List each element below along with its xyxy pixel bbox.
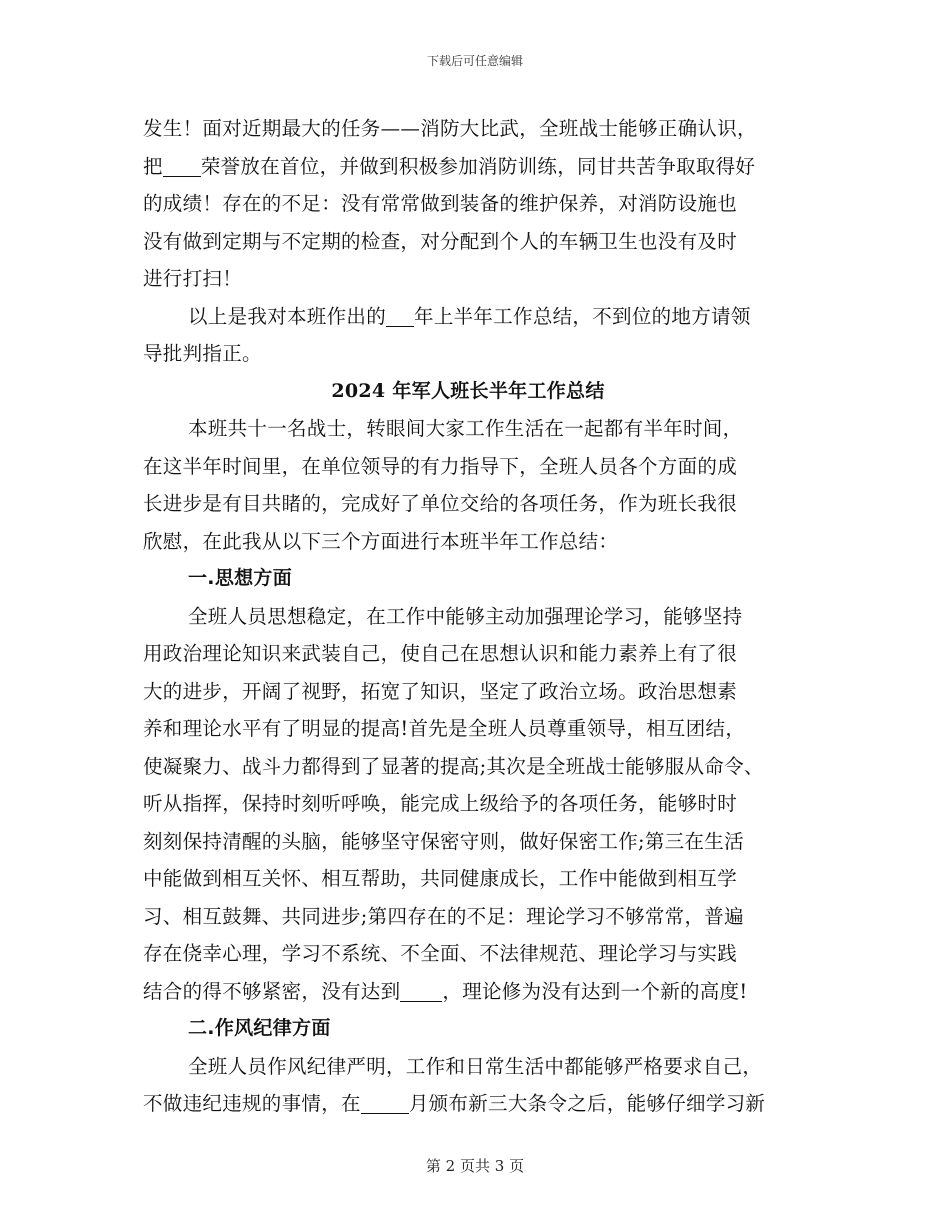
paragraph-line bbox=[143, 1085, 813, 1123]
paragraph-line: 没有做到定期与不定期的检查，对分配到个人的车辆卫生也没有及时 bbox=[143, 229, 738, 253]
fill-in-blank bbox=[361, 1095, 409, 1114]
section-heading: 二.作风纪律方面 bbox=[188, 1017, 331, 1039]
paragraph-line: 的成绩！存在的不足：没有常常做到装备的维护保养，对消防设施也 bbox=[143, 192, 738, 215]
text-fragment: ，理论修为没有达到一个新的高度! bbox=[442, 979, 748, 1003]
paragraph-line: 长进步是有目共睹的，完成好了单位交给的各项任务，作为班长我很 bbox=[143, 492, 738, 515]
paragraph-line: 发生！面对近期最大的任务——消防大比武，全班战士能够正确认识， bbox=[143, 117, 757, 140]
text-fragment: 不做违纪违规的事情，在 bbox=[143, 1092, 361, 1115]
fill-in-blank bbox=[386, 308, 414, 327]
fill-in-blank bbox=[163, 158, 201, 177]
paragraph-line: 养和理论水平有了明显的提高!首先是全班人员尊重领导，相互团结， bbox=[143, 717, 746, 740]
paragraph-line bbox=[143, 973, 813, 1011]
paragraph-line: 大的进步，开阔了视野，拓宽了知识，坚定了政治立场。政治思想素 bbox=[143, 679, 738, 703]
paragraph-line bbox=[143, 298, 813, 336]
section-heading: 一.思想方面 bbox=[188, 567, 293, 589]
document-title: 2024 年军人班长半年工作总结 bbox=[331, 379, 605, 402]
paragraph-line: 习、相互鼓舞、共同进步;第四存在的不足：理论学习不够常常，普遍 bbox=[143, 904, 744, 928]
text-fragment: 荣誉放在首位，并做到积极参加消防训练，同甘共苦争取取得好 bbox=[200, 154, 756, 178]
text-fragment: 结合的得不够紧密，没有达到 bbox=[143, 979, 401, 1003]
document-body bbox=[143, 110, 813, 1123]
page-number: 第 2 页共 3 页 bbox=[425, 1157, 525, 1175]
text-fragment: 月颁布新三大条令之后，能够仔细学习新 bbox=[408, 1092, 766, 1115]
paragraph-line: 存在侥幸心理，学习不系统、不全面、不法律规范、理论学习与实践 bbox=[143, 942, 738, 965]
paragraph-line: 用政治理论知识来武装自己，使自己在思想认识和能力素养上有了很 bbox=[143, 642, 738, 665]
page-header: 下载后可任意编辑 bbox=[426, 54, 523, 68]
paragraph-line: 本班共十一名战士，转眼间大家工作生活在一起都有半年时间， bbox=[188, 417, 743, 440]
paragraph-line: 全班人员作风纪律严明，工作和日常生活中都能够严格要求自己， bbox=[188, 1054, 763, 1078]
paragraph-line: 刻刻保持清醒的头脑，能够坚守保密守则，做好保密工作;第三在生活 bbox=[143, 829, 744, 853]
text-fragment: 以上是我对本班作出的 bbox=[188, 304, 387, 328]
paragraph-line: 全班人员思想稳定，在工作中能够主动加强理论学习，能够坚持 bbox=[188, 604, 743, 628]
paragraph-line: 导批判指正。 bbox=[143, 342, 262, 365]
fill-in-blank bbox=[400, 983, 442, 1002]
text-fragment: 年上半年工作总结，不到位的地方请领 bbox=[414, 304, 751, 328]
text-fragment: 把 bbox=[143, 154, 163, 178]
paragraph-line: 使凝聚力、战斗力都得到了显著的提高;其次是全班战士能够服从命令、 bbox=[143, 754, 764, 778]
paragraph-line: 欣慰，在此我从以下三个方面进行本班半年工作总结： bbox=[143, 529, 619, 553]
paragraph-line bbox=[143, 148, 813, 186]
paragraph-line: 中能做到相互关怀、相互帮助，共同健康成长，工作中能做到相互学 bbox=[143, 867, 738, 890]
paragraph-line: 进行打扫！ bbox=[143, 267, 243, 290]
paragraph-line: 在这半年时间里，在单位领导的有力指导下，全班人员各个方面的成 bbox=[143, 454, 738, 478]
paragraph-line: 听从指挥，保持时刻听呼唤，能完成上级给予的各项任务，能够时时 bbox=[143, 792, 738, 815]
